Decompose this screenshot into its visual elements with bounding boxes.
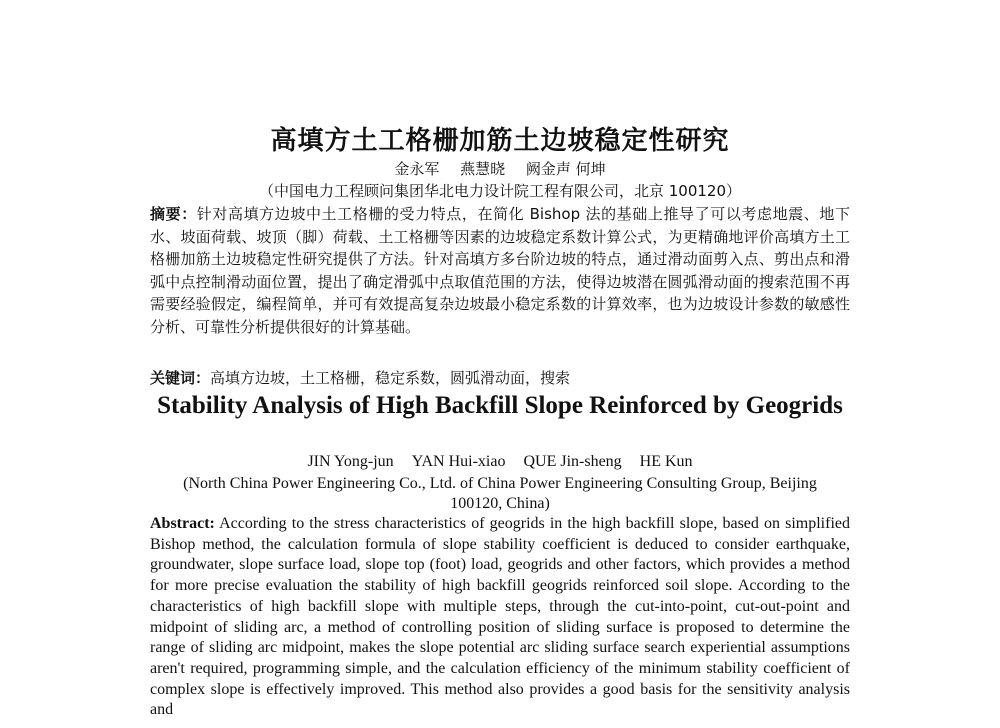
english-abstract <box>150 514 850 721</box>
chinese-keywords-label: 关键词： <box>150 369 211 387</box>
chinese-title: 高填方土工格栅加筋土边坡稳定性研究 <box>270 126 730 156</box>
chinese-author: 燕慧晓 <box>460 160 506 178</box>
english-authors <box>0 453 1000 471</box>
english-author: YAN Hui-xiao <box>411 453 506 470</box>
english-affiliation: (North China Power Engineering Co., Ltd. of China Power Engineering Consulting Group, Beijing 100120, China) <box>183 475 817 512</box>
chinese-affiliation: （中国电力工程顾问集团华北电力设计院工程有限公司，北京 100120） <box>258 182 742 200</box>
chinese-abstract-text: 针对高填方边坡中土工格栅的受力特点，在简化 Bishop 法的基础上推导了可以考虑地震、地下水、坡面荷载、坡顶（脚）荷载、土工格栅等因素的边坡稳定系数计算公式，为更精确地评价高填方土工格栅加筋土边坡稳定性研究提供了方法。针对高填方多台阶边坡的特点，通过滑动面剪入点、剪出点和滑弧中点控制滑动面位置，提出了确定滑弧中点取值范围的方法，使得边坡潜在圆弧滑动面的搜索范围不再需要经验假定，编程简单，并可有效提高复杂边坡最小稳定系数的计算效率，也为边坡设计参数的敏感性分析、可靠性分析提供很好的计算基础。 <box>150 205 850 336</box>
chinese-keywords <box>150 367 850 388</box>
chinese-abstract-label: 摘要： <box>150 205 197 223</box>
chinese-keywords-text: 高填方边坡，土工格栅，稳定系数，圆弧滑动面，搜索 <box>210 369 571 387</box>
chinese-abstract <box>150 203 850 339</box>
english-author: HE Kun <box>639 453 693 470</box>
chinese-authors <box>0 158 1000 179</box>
chinese-author: 阙金声 何坤 <box>525 160 606 178</box>
english-author: QUE Jin-sheng <box>523 453 622 470</box>
english-author: JIN Yong-jun <box>307 453 394 470</box>
english-title: Stability Analysis of High Backfill Slope Reinforced by Geogrids <box>157 392 843 419</box>
english-abstract-text: According to the stress characteristics of geogrids in the high backfill slope, based on simplified Bishop method, the calculation formula of slope stability coefficient is deduced to consider earthquake, groundwater, slope surface load, slope top (foot) load, geogrids and other factors, which provides a method for more precise evaluation the stability of high backfill geogrids reinforced soil slope. According to the characteristics of high backfill slope with multiple steps, through the cut-into-point, cut-out-point and midpoint of sliding arc, a method of controlling position of sliding surface is proposed to determine the range of sliding arc midpoint, makes the slope potential arc sliding surface search experiential assumptions aren't required, programming simple, and the calculation efficiency of the minimum stability coefficient of complex slope is effectively improved. This method also provides a good basis for the sensitivity analysis and <box>150 515 850 719</box>
chinese-author: 金永军 <box>394 160 440 178</box>
english-abstract-label: Abstract: <box>150 515 215 532</box>
